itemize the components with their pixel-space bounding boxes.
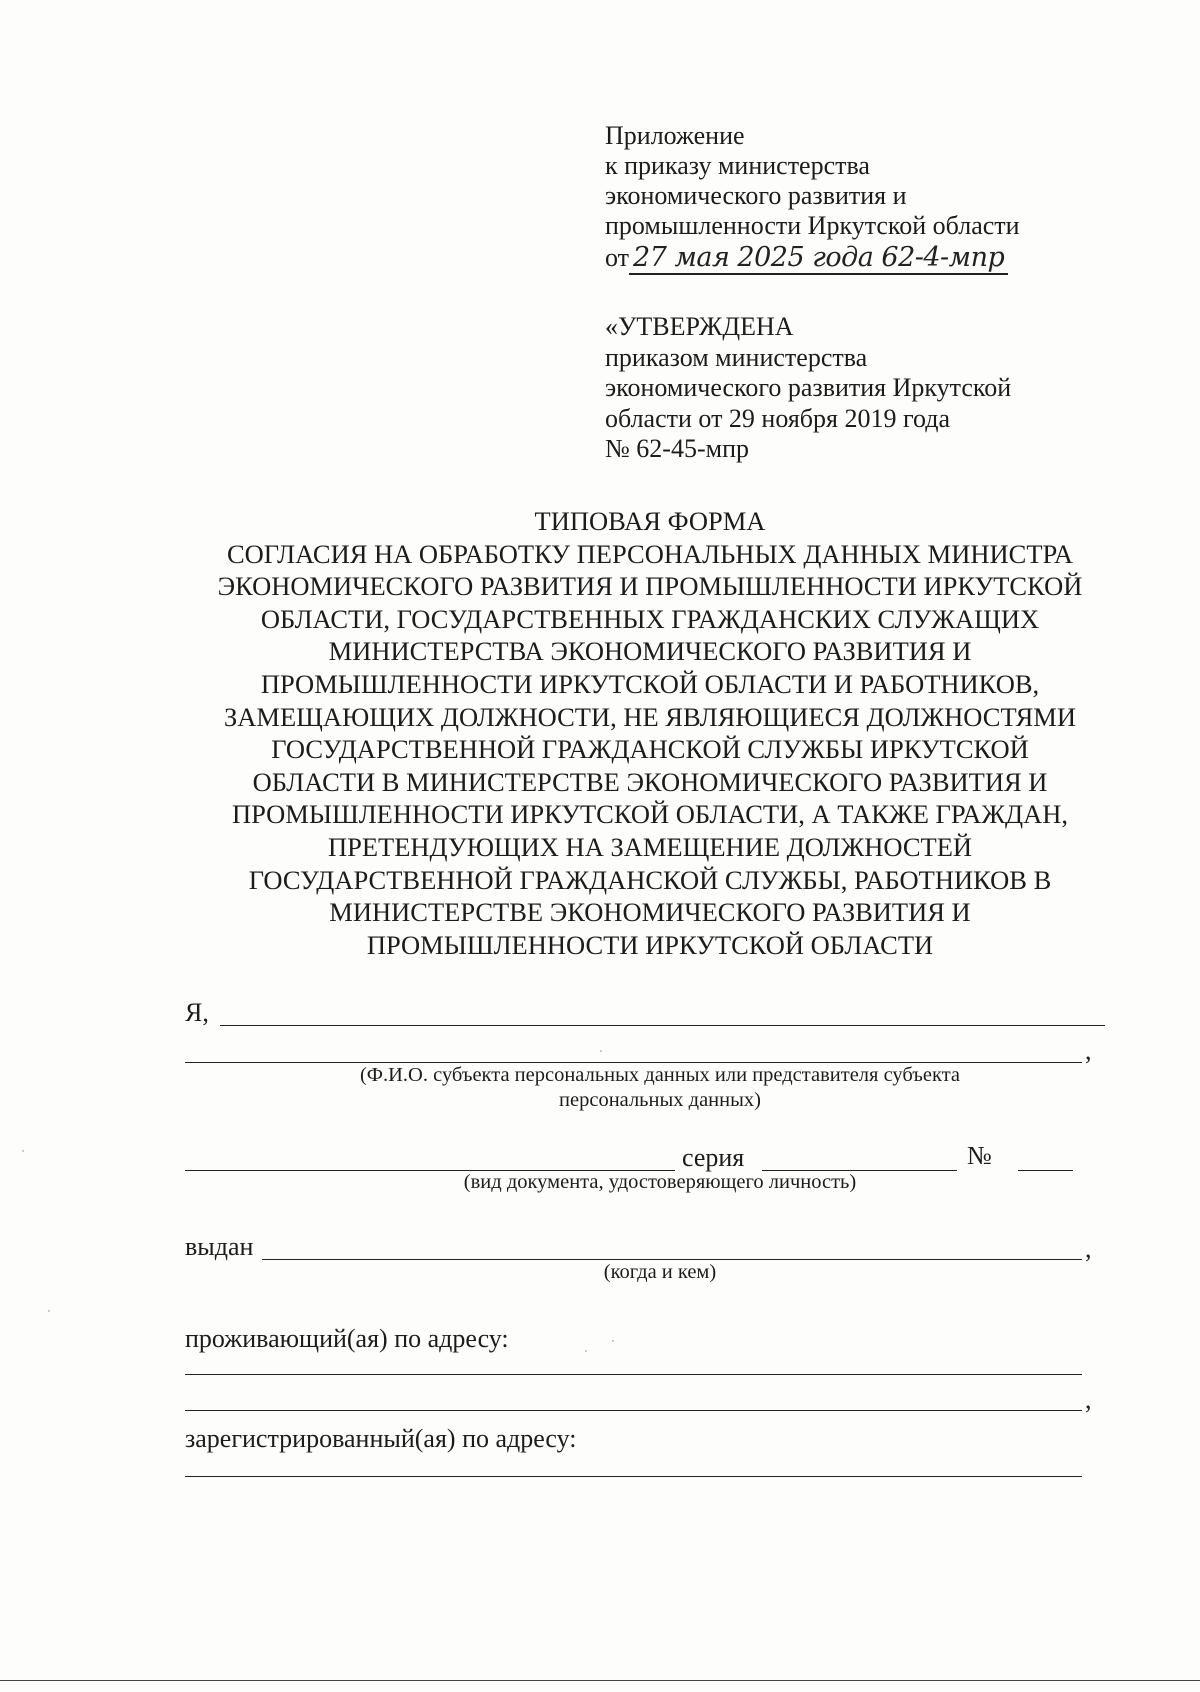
title-line: ПРОМЫШЛЕННОСТИ ИРКУТСКОЙ ОБЛАСТИ И РАБОТНИКОВ, xyxy=(260,668,1040,699)
fio-hint-2: персональных данных) xyxy=(559,1089,761,1111)
registered-field-line[interactable] xyxy=(185,1476,1082,1477)
title-line: МИНИСТЕРСТВА ЭКОНОМИЧЕСКОГО РАЗВИТИЯ И xyxy=(328,636,972,667)
approved-line: экономического развития Иркутской xyxy=(605,373,1012,402)
fio-field-line-2[interactable] xyxy=(185,1062,1082,1063)
scan-speck xyxy=(600,1050,602,1052)
residing-label: проживающий(ая) по адресу: xyxy=(185,1324,509,1353)
issued-comma: , xyxy=(1085,1234,1092,1263)
title-line: ГОСУДАРСТВЕННОЙ ГРАЖДАНСКОЙ СЛУЖБЫ ИРКУТСКОЙ xyxy=(271,734,1029,765)
fio-hint: (Ф.И.О. субъекта персональных данных или представителя субъекта xyxy=(359,1064,960,1086)
title-line: ЗАМЕЩАЮЩИХ ДОЛЖНОСТИ, НЕ ЯВЛЯЮЩИЕСЯ ДОЛЖНОСТЯМИ xyxy=(223,701,1076,732)
issued-field[interactable] xyxy=(262,1259,1082,1260)
appendix-line: экономического развития и xyxy=(605,181,907,210)
residing-field-line-2[interactable] xyxy=(185,1410,1082,1411)
registered-label: зарегистрированный(ая) по адресу: xyxy=(185,1424,577,1453)
approved-line: № 62-45-мпр xyxy=(605,434,749,463)
document-hint: (вид документа, удостоверяющего личность) xyxy=(463,1171,857,1193)
page-bottom-edge xyxy=(0,1680,1200,1681)
residing-field-line-1[interactable] xyxy=(185,1374,1082,1375)
approved-block xyxy=(605,312,1075,465)
title-line: ТИПОВАЯ ФОРМА xyxy=(534,506,766,536)
appendix-from-label: от xyxy=(605,243,630,272)
title-line: ГОСУДАРСТВЕННОЙ ГРАЖДАНСКОЙ СЛУЖБЫ, РАБОТНИКОВ В xyxy=(248,864,1052,895)
title-line: ПРОМЫШЛЕННОСТИ ИРКУТСКОЙ ОБЛАСТИ, А ТАКЖЕ ГРАЖДАН, xyxy=(231,799,1069,830)
approved-line: «УТВЕРЖДЕНА xyxy=(605,312,794,341)
handwritten-date: 27 мая 2025 года 62-4-мпр xyxy=(629,243,1008,275)
issued-label: выдан xyxy=(185,1232,254,1261)
appendix-date-line xyxy=(605,243,1075,275)
title-line: МИНИСТЕРСТВЕ ЭКОНОМИЧЕСКОГО РАЗВИТИЯ И xyxy=(329,897,971,928)
approved-line: приказом министерства xyxy=(605,342,868,372)
title-line: СОГЛАСИЯ НА ОБРАБОТКУ ПЕРСОНАЛЬНЫХ ДАННЫХ МИНИСТРА xyxy=(226,538,1074,569)
fio-comma: , xyxy=(1085,1036,1092,1065)
appendix-line: Приложение xyxy=(605,121,745,150)
fio-field-line-1[interactable] xyxy=(220,1025,1105,1026)
appendix-block xyxy=(605,121,1075,275)
series-label: серия xyxy=(682,1143,745,1172)
residing-comma: , xyxy=(1085,1385,1092,1414)
ya-label: Я, xyxy=(185,998,209,1027)
scan-speck xyxy=(612,1340,614,1342)
scan-speck xyxy=(22,1150,24,1152)
appendix-line: промышленности Иркутской области xyxy=(605,211,1020,240)
scan-speck xyxy=(585,1350,587,1352)
title-line: ОБЛАСТИ, ГОСУДАРСТВЕННЫХ ГРАЖДАНСКИХ СЛУЖАЩИХ xyxy=(260,603,1040,634)
title-line: ПРОМЫШЛЕННОСТИ ИРКУТСКОЙ ОБЛАСТИ xyxy=(366,929,934,960)
document-title xyxy=(160,505,1140,961)
title-line: ПРЕТЕНДУЮЩИХ НА ЗАМЕЩЕНИЕ ДОЛЖНОСТЕЙ xyxy=(327,831,973,862)
approved-line: области от 29 ноября 2019 года xyxy=(605,403,951,433)
title-line: ЭКОНОМИЧЕСКОГО РАЗВИТИЯ И ПРОМЫШЛЕННОСТИ ИРКУТСКОЙ xyxy=(217,571,1083,602)
scan-speck xyxy=(48,1310,50,1312)
appendix-line: к приказу министерства xyxy=(605,151,870,180)
issued-hint: (когда и кем) xyxy=(603,1261,717,1283)
number-label: № xyxy=(967,1141,992,1170)
title-line: ОБЛАСТИ В МИНИСТЕРСТВЕ ЭКОНОМИЧЕСКОГО РАЗВИТИЯ И xyxy=(252,766,1048,797)
